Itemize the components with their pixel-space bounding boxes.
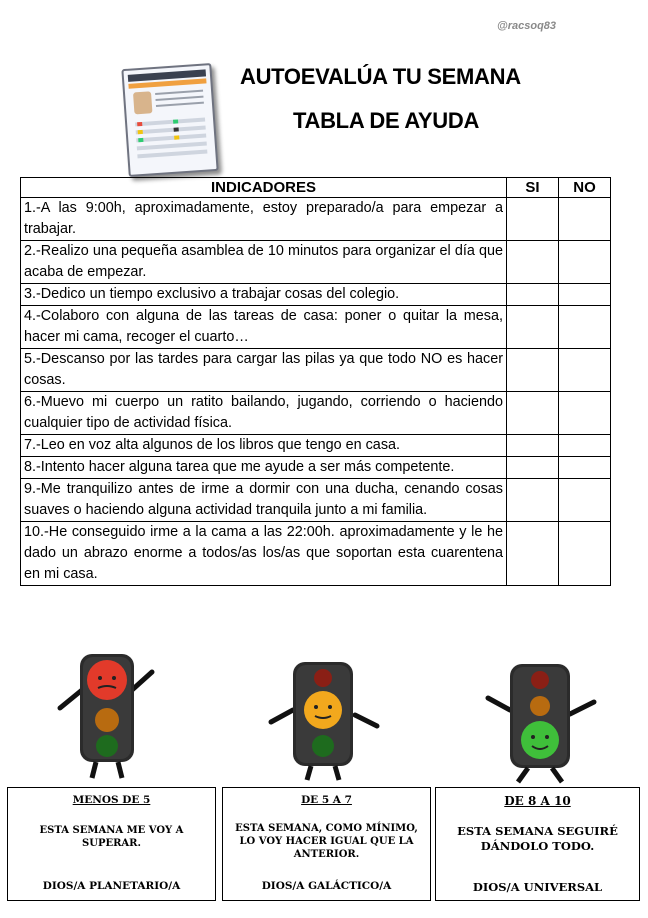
- header-indicators: INDICADORES: [21, 178, 507, 198]
- indicator-text: 9.-Me tranquilizo antes de irme a dormir con una ducha, cenando cosas suaves o haciendo alguna actividad tranquila junto a mi familia.: [21, 479, 507, 522]
- si-cell[interactable]: [507, 306, 559, 349]
- table-row: [21, 457, 611, 479]
- table-header-row: [21, 178, 611, 198]
- table-row: [21, 392, 611, 435]
- table-row: [21, 435, 611, 457]
- si-cell[interactable]: [507, 392, 559, 435]
- indicator-text: 10.-He conseguido irme a la cama a las 22:00h. aproximadamente y le he dado un abrazo enorme a todos/as los/as que soportan esta cuarentena en mi casa.: [21, 522, 507, 586]
- no-cell[interactable]: [559, 349, 611, 392]
- indicators-table: [20, 177, 611, 586]
- no-cell[interactable]: [559, 306, 611, 349]
- result-box-mid: [222, 787, 431, 901]
- result-message: ESTA SEMANA SEGUIRÉ DÁNDOLO TODO.: [457, 824, 618, 853]
- result-range: DE 5 A 7: [301, 794, 352, 806]
- indicator-text: 3.-Dedico un tiempo exclusivo a trabajar cosas del colegio.: [21, 284, 507, 306]
- indicator-text: 1.-A las 9:00h, aproximadamente, estoy preparado/a para empezar a trabajar.: [21, 198, 507, 241]
- result-range: MENOS DE 5: [72, 794, 151, 806]
- traffic-light-green-icon: [482, 662, 600, 784]
- indicator-text: 7.-Leo en voz alta algunos de los libros que tengo en casa.: [21, 435, 507, 457]
- si-cell[interactable]: [507, 198, 559, 241]
- no-cell[interactable]: [559, 198, 611, 241]
- table-row: [21, 479, 611, 522]
- header-si: SI: [507, 178, 559, 198]
- si-cell[interactable]: [507, 284, 559, 306]
- result-rank: DIOS/A UNIVERSAL: [472, 880, 603, 894]
- indicator-text: 6.-Muevo mi cuerpo un ratito bailando, jugando, corriendo o haciendo cualquier tipo de actividad física.: [21, 392, 507, 435]
- result-rank: DIOS/A GALÁCTICO/A: [261, 880, 392, 892]
- no-cell[interactable]: [559, 522, 611, 586]
- no-cell[interactable]: [559, 479, 611, 522]
- no-cell[interactable]: [559, 284, 611, 306]
- table-row: [21, 198, 611, 241]
- table-row: [21, 306, 611, 349]
- table-row: [21, 349, 611, 392]
- result-range: DE 8 A 10: [504, 794, 571, 808]
- indicator-text: 5.-Descanso por las tardes para cargar las pilas ya que todo NO es hacer cosas.: [21, 349, 507, 392]
- worksheet-thumbnail-icon: [121, 63, 218, 177]
- table-row: [21, 522, 611, 586]
- result-box-high: [435, 787, 640, 901]
- indicator-text: 8.-Intento hacer alguna tarea que me ayude a ser más competente.: [21, 457, 507, 479]
- indicator-text: 2.-Realizo una pequeña asamblea de 10 minutos para organizar el día que acaba de empezar.: [21, 241, 507, 284]
- page-title: AUTOEVALÚA TU SEMANA: [240, 64, 521, 89]
- si-cell[interactable]: [507, 479, 559, 522]
- si-cell[interactable]: [507, 522, 559, 586]
- no-cell[interactable]: [559, 457, 611, 479]
- author-handle: @racsoq83: [497, 20, 557, 32]
- traffic-light-red-icon: [52, 650, 162, 782]
- si-cell[interactable]: [507, 349, 559, 392]
- traffic-light-amber-icon: [263, 660, 383, 782]
- result-rank: DIOS/A PLANETARIO/A: [42, 880, 181, 892]
- no-cell[interactable]: [559, 392, 611, 435]
- result-box-low: [7, 787, 216, 901]
- no-cell[interactable]: [559, 435, 611, 457]
- si-cell[interactable]: [507, 241, 559, 284]
- result-message: ESTA SEMANA ME VOY A SUPERAR.: [39, 825, 184, 849]
- indicator-text: 4.-Colaboro con alguna de las tareas de casa: poner o quitar la mesa, hacer mi cama, recoger el cuarto…: [21, 306, 507, 349]
- header-no: NO: [559, 178, 611, 198]
- no-cell[interactable]: [559, 241, 611, 284]
- table-row: [21, 241, 611, 284]
- si-cell[interactable]: [507, 435, 559, 457]
- si-cell[interactable]: [507, 457, 559, 479]
- result-message: ESTA SEMANA, COMO MÍNIMO, LO VOY HACER IGUAL QUE LA ANTERIOR.: [235, 823, 418, 860]
- page-subtitle: TABLA DE AYUDA: [293, 108, 480, 133]
- table-row: [21, 284, 611, 306]
